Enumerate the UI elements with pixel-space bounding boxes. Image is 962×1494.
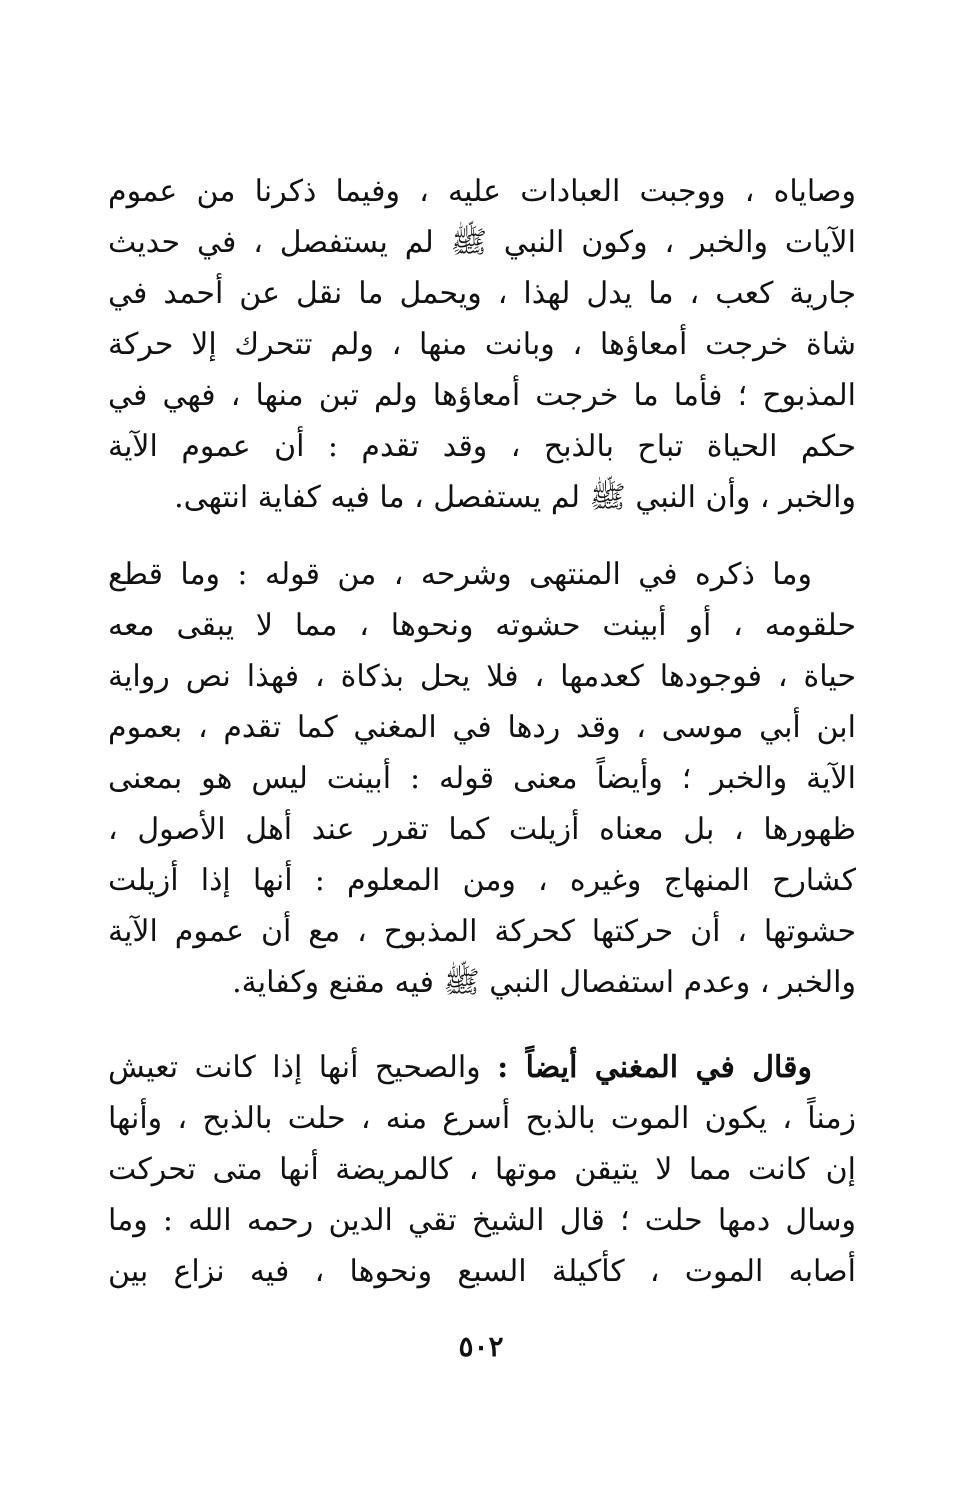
text-line: حلقومه ، أو أبينت حشوته ونحوها ، مما لا يبقى معه xyxy=(108,608,856,643)
text-line: جارية كعب ، ما يدل لهذا ، ويحمل ما نقل عن أحمد في xyxy=(108,276,856,311)
text-line-content: والصحيح أنها إذا كانت تعيش xyxy=(108,1050,498,1085)
text-line: والخبر ، وأن النبي ﷺ لم يستفصل ، ما فيه كفاية انتهى. xyxy=(174,480,856,515)
text-line: شاة خرجت أمعاؤها ، وبانت منها ، ولم تتحرك إلا حركة xyxy=(108,327,856,362)
text-line: أصابه الموت ، كأكيلة السبع ونحوها ، فيه نزاع بين xyxy=(108,1254,856,1289)
text-line-indented xyxy=(108,549,856,600)
text-line: حكم الحياة تباح بالذبح ، وقد تقدم : أن عموم الآية xyxy=(108,429,856,464)
text-line: كشارح المنهاج وغيره ، ومن المعلوم : أنها إذا أزيلت xyxy=(108,863,856,898)
text-line: ظهورها ، بل معناه أزيلت كما تقرر عند أهل الأصول ، xyxy=(108,812,856,847)
text-line: حشوتها ، أن حركتها كحركة المذبوح ، مع أن عموم الآية xyxy=(108,914,856,949)
text-line: زمناً ، يكون الموت بالذبح أسرع منه ، حلت بالذبح ، وأنها xyxy=(108,1101,856,1136)
text-line: إن كانت مما لا يتيقن موتها ، كالمريضة أنها متى تحركت xyxy=(108,1152,856,1187)
text-line: وسال دمها حلت ؛ قال الشيخ تقي الدين رحمه الله : وما xyxy=(108,1203,856,1238)
text-line: الآية والخبر ؛ وأيضاً معنى قوله : أبينت ليس هو بمعنى xyxy=(108,761,856,796)
text-line-content: وما ذكره في المنتهى وشرحه ، من قوله : وما قطع xyxy=(108,557,812,592)
text-line: الآيات والخبر ، وكون النبي ﷺ لم يستفصل ، في حديث xyxy=(108,225,856,260)
paragraph-3 xyxy=(108,1042,856,1297)
text-line: وصاياه ، ووجبت العبادات عليه ، وفيما ذكرنا من عموم xyxy=(108,174,856,209)
text-line: حياة ، فوجودها كعدمها ، فلا يحل بذكاة ، فهذا نص رواية xyxy=(108,659,856,694)
text-line: والخبر ، وعدم استفصال النبي ﷺ فيه مقنع وكفاية. xyxy=(232,965,856,1000)
paragraph-1 xyxy=(108,166,856,523)
text-line: المذبوح ؛ فأما ما خرجت أمعاؤها ولم تبن منها ، فهي في xyxy=(108,378,856,413)
page-number: ٥٠٢ xyxy=(458,1330,504,1363)
text-line: ابن أبي موسى ، وقد ردها في المغني كما تقدم ، بعموم xyxy=(108,710,856,745)
bold-heading-phrase: وقال في المغني أيضاً : xyxy=(497,1050,812,1085)
paragraph-2 xyxy=(108,549,856,1008)
text-line-indented xyxy=(108,1042,856,1093)
